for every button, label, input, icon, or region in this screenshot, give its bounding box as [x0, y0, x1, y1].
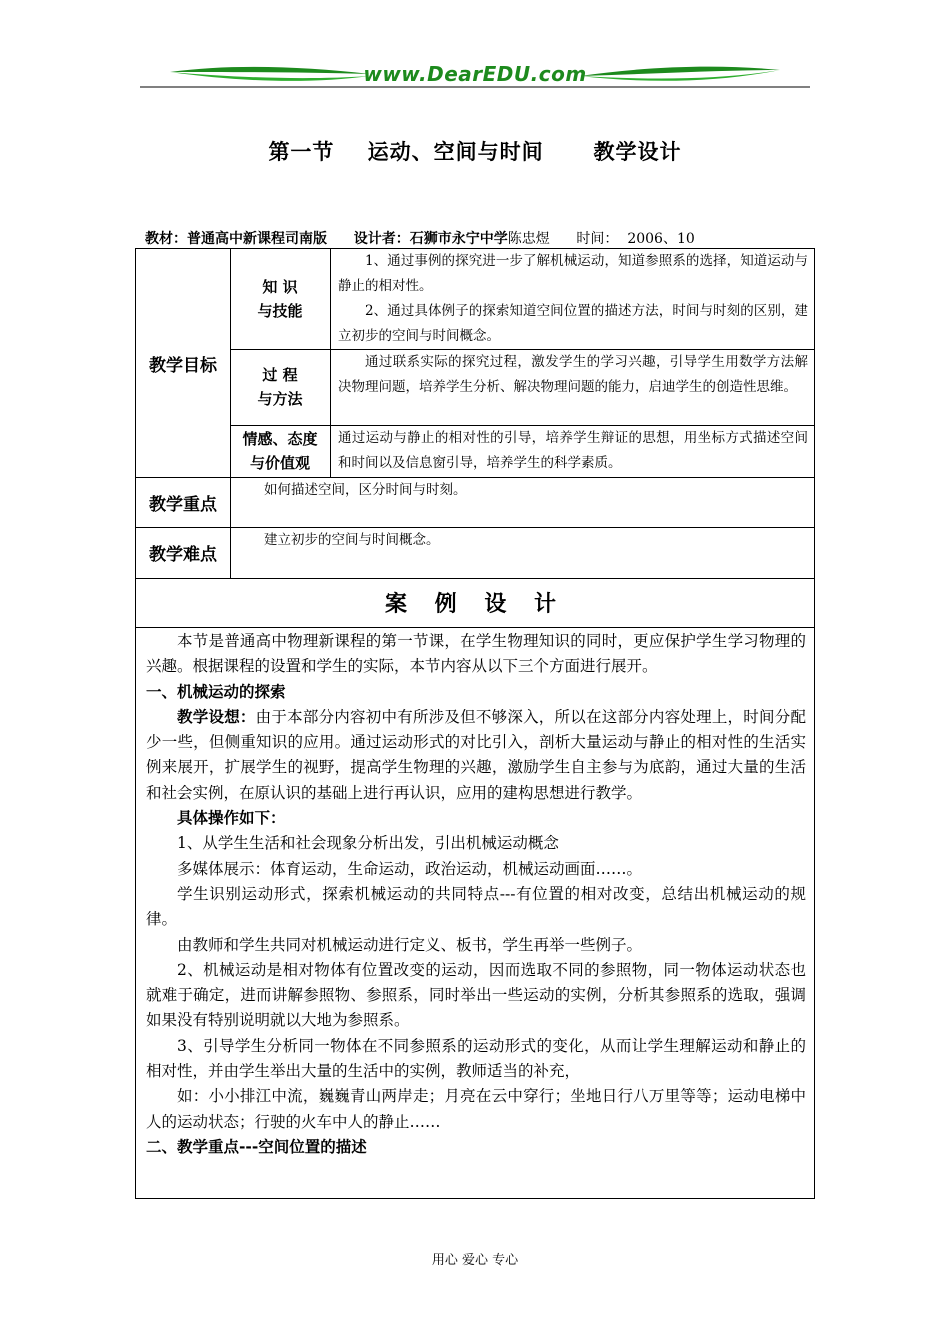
section1-heading: 一、机械运动的探索: [146, 682, 286, 701]
section2-heading: 二、教学重点---空间位置的描述: [146, 1137, 367, 1156]
objectives-label: 教学目标: [149, 355, 217, 376]
steps-heading: 具体操作如下：: [177, 809, 286, 828]
intro-paragraph: 本节是普通高中物理新课程的第一节课，在学生物理知识的同时，更应保护学生学习物理的兴趣。根据课程的设置和学生的实际，本节内容从以下三个方面进行展开。: [146, 632, 806, 676]
difficulty-label: 教学难点: [149, 545, 217, 565]
teaching-idea-label: 教学设想：: [177, 707, 256, 726]
page-footer: 用心 爱心 专心: [431, 1253, 519, 1268]
step1-media-paragraph: 多媒体展示：体育运动，生命运动，政治运动，机械运动画面……。: [177, 859, 643, 878]
site-logo-text: www.DearEDU.com: [363, 62, 587, 86]
case-design-body: [146, 629, 806, 1160]
emotion-values-label: [230, 425, 330, 477]
case-design-title: 案 例 设 计: [385, 592, 566, 617]
emotion-label-line1: 情感、态度: [242, 430, 318, 448]
knowledge-label-line2: 与技能: [257, 302, 303, 320]
meta-line: [145, 228, 695, 248]
knowledge-skills-label: [230, 249, 330, 349]
time-label: 时间：: [576, 231, 619, 247]
step1-paragraph: 1、从学生生活和社会现象分析出发，引出机械运动概念: [177, 834, 559, 853]
teaching-idea-text: 由于本部分内容初中有所涉及但不够深入，所以在这部分内容处理上，时间分配少一些，但侧重知识的应用。通过运动形式的对比引入，剖析大量运动与静止的相对性的生活实例来展开，扩展学生的视野，提高学生物理的兴趣，激励学生自主参与为底韵，通过大量的生活和社会实例，在原认识的基础上进行再认识，应用的建构思想进行教学。: [146, 707, 806, 802]
key-point-label: 教学重点: [149, 494, 217, 515]
knowledge-objective-2: 2、通过具体例子的探索知道空间位置的描述方法，时间与时刻的区别，建立初步的空间与时间概念。: [338, 303, 808, 344]
material-value: 普通高中新课程司南版: [187, 231, 327, 247]
lesson-plan-table: [135, 248, 815, 1199]
designer-label: 设计者：: [353, 231, 410, 247]
document-title: 第一节 运动、空间与时间 教学设计: [268, 140, 682, 164]
examples-paragraph: 如：小小排江中流，巍巍青山两岸走；月亮在云中穿行；坐地日行八万里等等；运动电梯中人的运动状态；行驶的火车中人的静止……: [146, 1087, 806, 1131]
step2-paragraph: 2、机械运动是相对物体有位置改变的运动，因而选取不同的参照物，同一物体运动状态也就难于确定，进而讲解参照物、参照系，同时举出一些运动的实例，分析其参照系的选取，强调如果没有特别说明就以大地为参照系。: [146, 960, 806, 1030]
emotion-label-line2: 与价值观: [249, 454, 310, 472]
process-label-line1: 过 程: [262, 366, 298, 384]
key-point-content: 如何描述空间，区分时间与时刻。: [264, 482, 467, 498]
difficulty-content: 建立初步的空间与时间概念。: [264, 532, 440, 548]
material-label: 教材：: [145, 231, 187, 247]
designer-school: 石狮市永宁中学: [409, 231, 508, 247]
teaching-idea-paragraph: [146, 705, 806, 806]
step1-define-paragraph: 由教师和学生共同对机械运动进行定义、板书，学生再举一些例子。: [177, 935, 643, 954]
emotion-values-content: 通过运动与静止的相对性的引导，培养学生辩证的思想，用坐标方式描述空间和时间以及信息窗引导，培养学生的科学素质。: [338, 430, 808, 471]
process-method-content: 通过联系实际的探究过程，激发学生的学习兴趣，引导学生用数学方法解决物理问题，培养学生分析、解决物理问题的能力，启迪学生的创造性思维。: [338, 354, 808, 395]
process-method-label: [230, 349, 330, 425]
knowledge-skills-content: [338, 249, 808, 349]
designer-name: 陈忠煜: [507, 231, 550, 247]
step3-paragraph: 3、引导学生分析同一物体在不同参照系的运动形式的变化，从而让学生理解运动和静止的相对性，并由学生举出大量的生活中的实例，教师适当的补充，: [146, 1036, 806, 1081]
process-label-line2: 与方法: [257, 390, 303, 408]
knowledge-objective-1: 1、通过事例的探究进一步了解机械运动，知道参照系的选择，知道运动与静止的相对性。: [338, 253, 808, 294]
step1-identify-paragraph: 学生识别运动形式，探索机械运动的共同特点---有位置的相对改变，总结出机械运动的规律。: [146, 884, 806, 929]
site-logo-bar: [140, 60, 810, 90]
time-value: 2006、10: [627, 231, 695, 247]
knowledge-label-line1: 知 识: [262, 278, 298, 296]
